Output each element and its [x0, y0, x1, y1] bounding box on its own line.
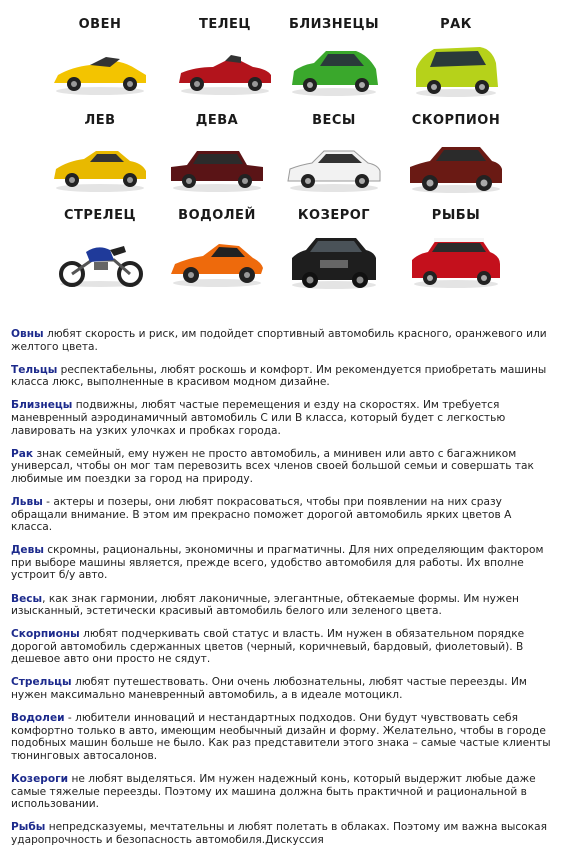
description-cancer	[11, 448, 551, 486]
description-text: скромны, рациональны, экономичны и прагматичны. Для них определяющим фактором при выборе машины является, прежде всего, удобство автомобиля для работы. Их вполне устроит б/у авто.	[11, 544, 544, 582]
sign-title-aquarius: ВОДОЛЕЙ	[178, 208, 256, 223]
description-text: респектабельны, любят роскошь и комфорт. Им рекомендуется приобретать машины класса люкс, выполненные в красивом модном дизайне.	[11, 363, 547, 389]
car-aquarius-image	[167, 230, 267, 290]
description-text: - любители инноваций и нестандартных подходов. Они будут чувствовать себя комфортно только в авто, имеющим необычный дизайн и форму. Желательно, чтобы в городе подобных машин больше не было. Как раз представители этого знака – самые частые клиенты тюнинговых автосалонов.	[11, 712, 551, 762]
description-text: непредсказуемы, мечтательны и любят полетать в облаках. Поэтому им важна высокая ударопрочность и безопасность автомобиля.Дискуссия	[11, 821, 547, 846]
description-virgo	[11, 544, 551, 582]
sign-name: Скорпионы	[11, 628, 80, 641]
description-text: не любят выделяться. Им нужен надежный конь, который выдержит любые даже самые тяжелые переезды. Поэтому их машина должна быть практичной и рациональной в использовании.	[11, 773, 536, 811]
car-taurus-image	[175, 39, 275, 99]
description-aries	[11, 328, 551, 353]
description-pisces	[11, 821, 551, 846]
car-aries-image	[50, 39, 150, 99]
sign-name: Тельцы	[11, 363, 58, 376]
sign-name: Козероги	[11, 773, 69, 786]
zodiac-cell-pisces	[386, 208, 526, 308]
description-text: любят путешествовать. Они очень любознательны, любят частые переезды. Им нужен максимально маневренный автомобиль, а в идеале мотоцикл.	[11, 676, 527, 702]
sign-title-cancer: РАК	[440, 17, 472, 32]
sign-title-capricorn: КОЗЕРОГ	[297, 208, 371, 223]
sign-title-libra: ВЕСЫ	[312, 113, 356, 128]
sign-name: Стрельцы	[11, 676, 72, 689]
zodiac-cell-aries	[30, 17, 170, 117]
zodiac-cell-capricorn	[264, 208, 404, 308]
sign-name: Рак	[11, 447, 34, 460]
description-capricorn	[11, 773, 551, 811]
description-libra	[11, 593, 551, 618]
car-libra-image	[284, 135, 384, 195]
car-pisces-image	[406, 230, 506, 290]
sign-name: Водолеи	[11, 712, 65, 725]
car-scorpio-image	[406, 135, 506, 195]
sign-name: Девы	[11, 544, 44, 557]
description-text: , как знак гармонии, любят лаконичные, элегантные, обтекаемые формы. Им нужен изысканный, эстетически красивый автомобиль белого или зеленого цвета.	[11, 592, 519, 618]
sign-title-virgo: ДЕВА	[195, 113, 239, 128]
sign-title-gemini: БЛИЗНЕЦЫ	[288, 17, 380, 32]
sign-title-aries: ОВЕН	[78, 17, 122, 32]
zodiac-descriptions	[11, 328, 551, 857]
sign-title-taurus: ТЕЛЕЦ	[199, 17, 251, 32]
description-taurus	[11, 364, 551, 389]
car-capricorn-image	[284, 230, 384, 290]
description-text: знак семейный, ему нужен не просто автомобиль, а минивен или авто с багажником универсал, чтобы он мог там перевозить всех членов своей большой семьи и совершать так любимые им поездки за город на природу.	[11, 447, 534, 485]
sign-title-pisces: РЫБЫ	[431, 208, 481, 223]
zodiac-cell-libra	[264, 113, 404, 213]
description-sagittarius	[11, 676, 551, 701]
zodiac-cell-cancer	[386, 17, 526, 117]
description-aquarius	[11, 712, 551, 762]
sign-name: Весы	[11, 592, 43, 605]
sign-title-sagittarius: СТРЕЛЕЦ	[63, 208, 137, 223]
description-gemini	[11, 399, 551, 437]
description-text: - актеры и позеры, они любят покрасоваться, чтобы при появлении на них сразу обращали внимание. В этом им прекрасно поможет дорогой автомобиль ярких цветов А класса.	[11, 495, 512, 534]
sign-name: Рыбы	[11, 821, 46, 834]
description-text: любят скорость и риск, им подойдет спортивный автомобиль красного, оранжевого или желтого цвета.	[11, 328, 547, 353]
description-leo	[11, 496, 551, 534]
sign-name: Близнецы	[11, 399, 73, 412]
motorcycle-sagittarius-image	[50, 230, 150, 290]
zodiac-car-grid	[0, 0, 562, 300]
car-virgo-image	[167, 135, 267, 195]
description-text: подвижны, любят частые перемещения и езду на скоростях. Им требуется маневренный аэродинамичный автомобиль C или B класса, который будет с легкостью лавировать на узких улочках и пробках города.	[11, 399, 506, 437]
car-gemini-image	[284, 39, 384, 99]
sign-name: Львы	[11, 495, 43, 508]
sign-title-leo: ЛЕВ	[84, 113, 116, 128]
sign-title-scorpio: СКОРПИОН	[411, 113, 501, 128]
description-text: любят подчеркивать свой статус и власть. Им нужен в обязательном порядке дорогой автомобиль сдержанных цветов (черный, коричневый, бардовый, фиолетовый). В дешевое авто они просто не сядут.	[11, 628, 525, 666]
car-cancer-image	[406, 39, 506, 99]
description-scorpio	[11, 628, 551, 666]
zodiac-cell-scorpio	[386, 113, 526, 213]
car-leo-image	[50, 135, 150, 195]
zodiac-cell-gemini	[264, 17, 404, 117]
sign-name: Овны	[11, 328, 44, 340]
